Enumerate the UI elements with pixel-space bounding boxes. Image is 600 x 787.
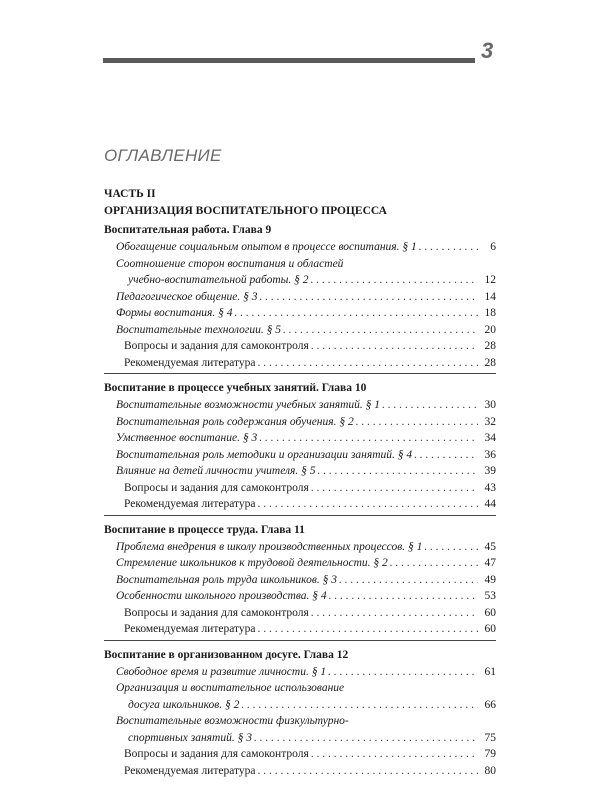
toc-entry-text: Влияние на детей личности учителя. § 5 xyxy=(116,465,316,477)
toc-entry-text: Педагогическое общение. § 3 xyxy=(116,290,258,303)
dot-leader xyxy=(241,697,478,714)
toc-entry-text: Воспитательная роль содержания обучения. § 2 xyxy=(116,415,354,428)
dot-leader xyxy=(311,338,478,355)
toc-page-number: 34 xyxy=(484,432,496,444)
chapter-title[interactable]: Воспитательная работа. Глава 9 xyxy=(104,224,272,236)
toc-entry[interactable] xyxy=(104,555,496,572)
toc-entry-text: Формы воспитания. § 4 xyxy=(116,307,233,319)
toc-entry-text[interactable]: Организация и воспитательное использование xyxy=(116,682,345,694)
dot-leader xyxy=(283,322,478,339)
toc-entry[interactable] xyxy=(104,355,496,372)
page-number: 3 xyxy=(481,38,494,63)
dot-leader xyxy=(419,239,478,256)
chapter-section xyxy=(104,522,496,641)
toc-title: ОГЛАВЛЕНИЕ xyxy=(104,146,222,165)
toc-entry[interactable] xyxy=(104,322,496,339)
toc-page-number: 44 xyxy=(484,498,496,510)
toc-page-number: 28 xyxy=(484,340,496,352)
toc-page-number: 47 xyxy=(484,557,496,569)
toc-entry[interactable] xyxy=(104,272,496,289)
toc-entry-text: Вопросы и задания для самоконтроля xyxy=(124,748,309,760)
toc-entry[interactable] xyxy=(104,763,496,780)
dot-leader xyxy=(329,588,478,605)
toc-page-number: 80 xyxy=(484,764,496,777)
toc-entry[interactable] xyxy=(104,239,496,256)
toc-entry-text: Воспитательные возможности учебных занятий. § 1 xyxy=(116,399,381,411)
toc-entry-text[interactable]: Соотношение сторон воспитания и областей xyxy=(116,257,344,270)
toc-page-number: 12 xyxy=(484,274,496,286)
toc-entry[interactable] xyxy=(104,414,496,431)
toc-entry-text: Свободное время и развитие личности. § 1 xyxy=(116,665,327,678)
toc-page-number: 53 xyxy=(484,590,496,602)
dot-leader xyxy=(260,289,478,306)
dot-leader xyxy=(339,572,478,589)
dot-leader xyxy=(318,463,478,480)
toc-page-number: 36 xyxy=(484,448,496,461)
toc-entry-text: досуга школьников. § 2 xyxy=(128,698,240,711)
toc-entry[interactable] xyxy=(104,539,496,556)
toc-page-number: 20 xyxy=(484,323,496,336)
dot-leader xyxy=(328,664,478,681)
chapter-section xyxy=(104,222,496,374)
toc-entry-text: Рекомендуемая литература xyxy=(124,623,256,635)
toc-entry-text: Воспитательные технологии. § 5 xyxy=(116,323,281,336)
dot-leader xyxy=(356,414,478,431)
dot-leader xyxy=(414,447,478,464)
toc-page-number: 28 xyxy=(484,356,496,369)
dot-leader xyxy=(390,555,478,572)
toc-entry[interactable] xyxy=(104,697,496,714)
dot-leader xyxy=(258,496,479,513)
toc-entry[interactable] xyxy=(104,605,496,622)
toc-entry[interactable] xyxy=(104,480,496,497)
dot-leader xyxy=(311,746,478,763)
toc-entry-text: Особенности школьного производства. § 4 xyxy=(116,590,327,602)
table-of-contents xyxy=(104,222,496,787)
chapter-section xyxy=(104,380,496,516)
toc-entry-text: Воспитательная роль методики и организации занятий. § 4 xyxy=(116,448,413,461)
toc-entry[interactable] xyxy=(104,447,496,464)
chapter-title[interactable]: Воспитание в процессе труда. Глава 11 xyxy=(104,523,305,536)
dot-leader xyxy=(424,539,478,556)
toc-page-number: 18 xyxy=(484,307,496,319)
toc-entry[interactable] xyxy=(104,746,496,763)
toc-entry-text[interactable]: Воспитательные возможности физкультурно- xyxy=(116,715,349,727)
toc-entry-text: Стремление школьников к трудовой деятельности. § 2 xyxy=(116,557,388,569)
toc-page-number: 30 xyxy=(484,399,496,411)
toc-page-number: 60 xyxy=(484,606,496,619)
toc-entry[interactable] xyxy=(104,305,496,322)
toc-entry-text: Рекомендуемая литература xyxy=(124,764,256,777)
toc-entry-text: Рекомендуемая литература xyxy=(124,356,256,369)
toc-entry[interactable] xyxy=(104,496,496,513)
toc-entry-text: Рекомендуемая литература xyxy=(124,498,256,510)
chapter-title[interactable]: Воспитание в процессе учебных занятий. Глава 10 xyxy=(104,382,367,394)
toc-entry-text: Проблема внедрения в школу производственных процессов. § 1 xyxy=(116,540,423,553)
dot-leader xyxy=(258,621,479,638)
toc-entry[interactable] xyxy=(104,463,496,480)
toc-page-number: 6 xyxy=(490,241,496,253)
toc-entry[interactable] xyxy=(104,572,496,589)
toc-entry[interactable] xyxy=(104,338,496,355)
dot-leader xyxy=(311,272,478,289)
toc-page-number: 75 xyxy=(484,731,496,744)
toc-page-number: 49 xyxy=(484,573,496,586)
toc-entry[interactable] xyxy=(104,289,496,306)
toc-entry[interactable] xyxy=(104,664,496,681)
toc-entry-text: Вопросы и задания для самоконтроля xyxy=(124,606,309,619)
toc-page-number: 60 xyxy=(484,623,496,635)
header-rule xyxy=(103,58,475,63)
part-title: ОРГАНИЗАЦИЯ ВОСПИТАТЕЛЬНОГО ПРОЦЕССА xyxy=(104,205,387,217)
dot-leader xyxy=(382,397,478,414)
toc-page-number: 14 xyxy=(484,290,496,303)
toc-entry[interactable] xyxy=(104,621,496,638)
toc-page-number: 39 xyxy=(484,465,496,477)
dot-leader xyxy=(258,355,479,372)
toc-page-number: 79 xyxy=(484,748,496,760)
toc-page-number: 61 xyxy=(484,665,496,678)
toc-entry-text: Воспитательная роль труда школьников. § 3 xyxy=(116,573,337,586)
toc-page-number: 66 xyxy=(484,698,496,711)
toc-entry[interactable] xyxy=(104,730,496,747)
dot-leader xyxy=(258,763,479,780)
toc-entry-text: Обогащение социальным опытом в процессе воспитания. § 1 xyxy=(116,241,417,253)
toc-entry-text: спортивных занятий. § 3 xyxy=(128,731,252,744)
chapter-title[interactable]: Воспитание в организованном досуге. Глава 12 xyxy=(104,648,349,661)
dot-leader xyxy=(311,605,478,622)
part-label: ЧАСТЬ II xyxy=(104,188,156,200)
toc-entry-text: учебно-воспитательной работы. § 2 xyxy=(128,274,309,286)
toc-entry-text: Умственное воспитание. § 3 xyxy=(116,432,258,444)
part-heading xyxy=(104,186,504,220)
dot-leader xyxy=(259,430,478,447)
chapter-section xyxy=(104,647,496,782)
toc-entry-text: Вопросы и задания для самоконтроля xyxy=(124,481,309,494)
toc-entry[interactable] xyxy=(104,588,496,605)
toc-page-number: 45 xyxy=(484,540,496,553)
toc-page-number: 32 xyxy=(484,415,496,428)
toc-page-number: 43 xyxy=(484,481,496,494)
dot-leader xyxy=(311,480,478,497)
toc-entry[interactable] xyxy=(104,397,496,414)
dot-leader xyxy=(254,730,478,747)
toc-entry-text: Вопросы и задания для самоконтроля xyxy=(124,340,309,352)
toc-entry[interactable] xyxy=(104,430,496,447)
dot-leader xyxy=(235,305,479,322)
